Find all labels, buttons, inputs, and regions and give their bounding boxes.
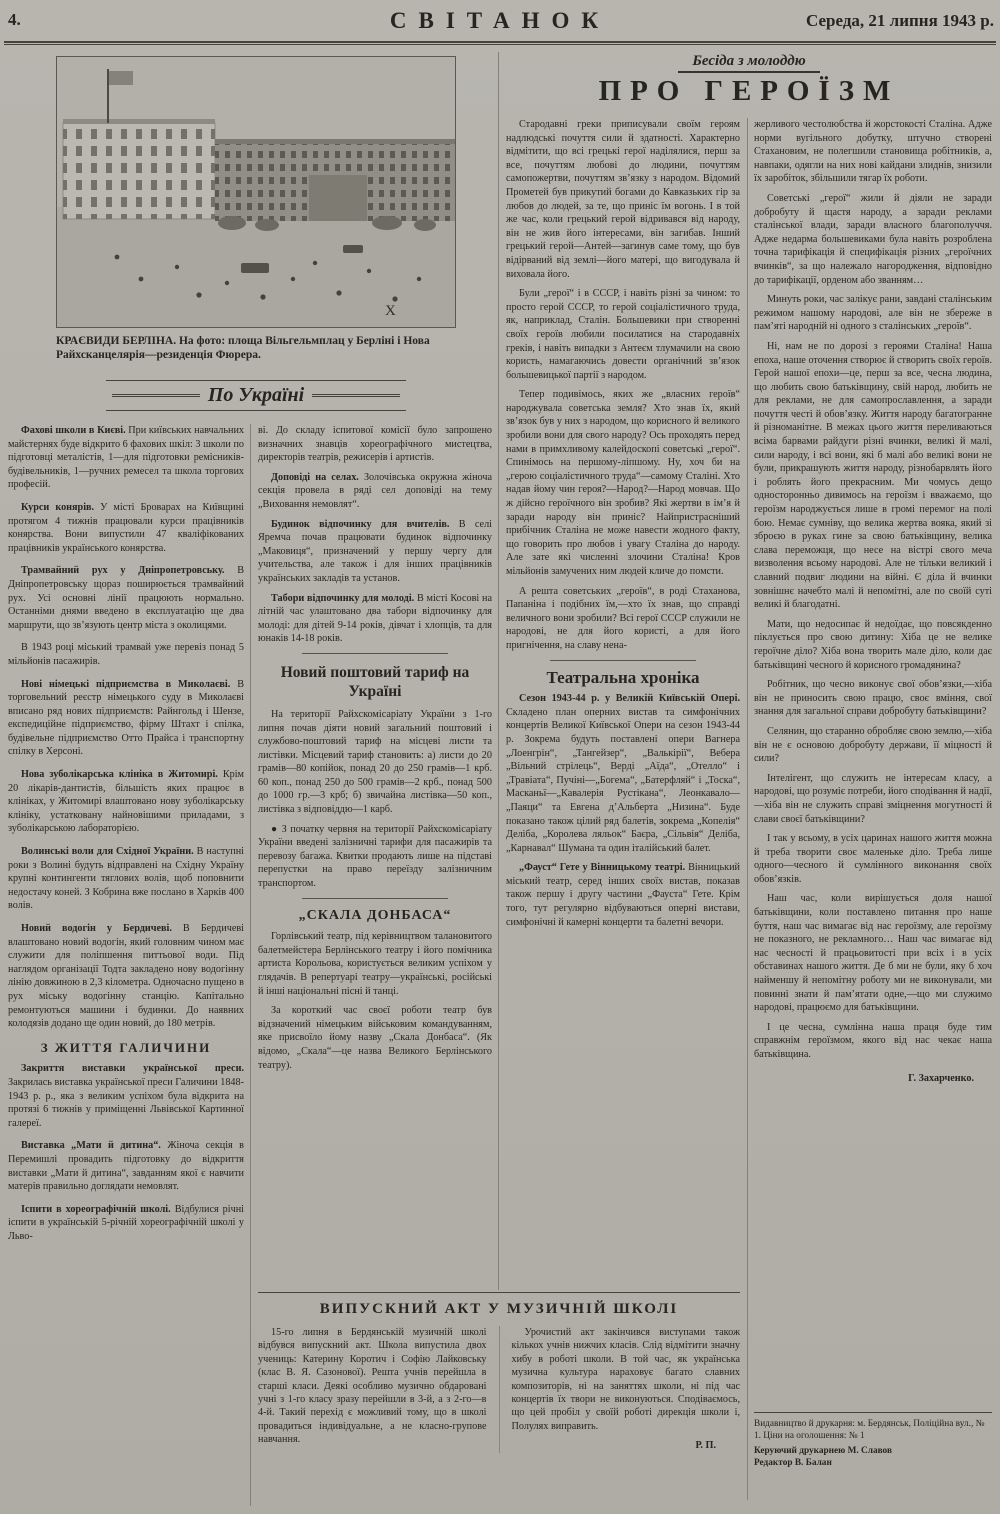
news-item [8, 845, 244, 913]
news-item-text: В наступні роки з Волині будуть відправлені на Східну Україну крупні контингенти тяглових волів, щоб поповнити недостачу коней. З Кобрина вже послано в Харків 400 волів. [8, 846, 244, 912]
section-divider [550, 660, 696, 661]
editor-name: Редактор В. Балан [754, 1457, 832, 1468]
page-number: 4. [8, 10, 21, 29]
theatre-item-lead: Сезон 1943-44 р. у Великій Київській Опері. [519, 693, 740, 705]
section-rule [258, 1292, 740, 1293]
news-item-text: В Бердичеві влаштовано новий водогін, який головним чином має служити для поліпшення питтьової води. Під наглядом організації Тодта закладено нову водогінну лінію довжиною в 2,3 кілометра. Одночасно пущено в рух міську водогінну станцію. Капітально ремонтуються машини і будинки. До наявних колодязів додано ще один новий, до 180 метрів. [8, 923, 244, 1030]
column-1 [8, 424, 244, 1508]
heroism-paragraph: А решта советських „героїв“, в роді Стаханова, Папаніна і подібних їм,—хто їх знав, що справді величного вони зробили? Всі герої СССР служили не народові, не для його користі, а для його пригнічення, на славу нена- [506, 585, 740, 651]
theatre-item-text: Вінницький міський театр, серед інших своїх вистав, показав також першу і другу частини „Фауста“ Гете. Крім того, тут регулярно відбуваються оперні вистави, симфонічні й камерні концерти та балетні вечори. [506, 862, 740, 928]
heroism-paragraph: жерливого честолюбства й жорстокості Сталіна. Адже норми вугільного добутку, штучно створені Стахановим, не полегшили становища робітників, а, навпаки, одягли на них нові кайдани злиднів, знизили їх заробіток, збільшили тягар їх роботи. [754, 119, 992, 185]
news-item-text: В селі Яремча почав працювати будинок відпочинку „Маковиця“, призначений у першу чергу для учительства, але також і для інших працівників українських закладів та установ. [258, 518, 492, 584]
column-rule-2 [498, 52, 499, 1290]
news-item-text: В 1943 році міський трамвай уже перевіз понад 5 мільйонів пасажирів. [8, 642, 244, 667]
news-item [8, 1203, 244, 1244]
page-header [0, 8, 1000, 42]
music-school-title: ВИПУСКНИЙ АКТ У МУЗИЧНІЙ ШКОЛІ [319, 1301, 679, 1317]
postal-tariff-title: Новий поштовий тариф на Україні [280, 663, 470, 700]
publisher-address: Видавництво й друкарня: м. Бердянськ, Поліційна вул., № 1. Ціни на оголошення: № 1 [754, 1419, 985, 1441]
galicia-subsection-title: З ЖИТТЯ ГАЛИЧИНИ [40, 1039, 212, 1055]
news-item-text: Золочівська окружна жіноча секція провела в ряді сел доповіді на тему „Виховання немовлят“. [258, 471, 492, 510]
news-item-text: Жіноча секція в Перемишлі провадить підготовку до відкриття виставки „Мати й дитина“, завданням якої є навчити матерів правильно доглядати немовлят. [8, 1140, 244, 1193]
news-item-lead: Закриття виставки української преси. [21, 1063, 244, 1075]
postal-paragraph: ● З початку червня на території Райхскомісаріату України введені залізничні тарифи для пасажирів та перевозу багажа. Квитки продають лише на підставі перепустки на право переїзду залізничним транспортом. [258, 823, 492, 890]
news-item-lead: Трамвайний рух у Дніпропетровську. [21, 565, 225, 577]
theatre-item-lead: „Фауст“ Гете у Вінницькому театрі. [519, 862, 686, 874]
news-item-lead: Табори відпочинку для молоді. [271, 592, 415, 604]
section-po-ukraini-header [106, 380, 406, 411]
news-item-text: Відбулися річні іспити в українській 5-річній хореографічній школі у Льво- [8, 1203, 244, 1242]
music-school-signature: Р. П. [695, 1440, 716, 1452]
skala-paragraph: За короткий час своєї роботи театр був відзначений німецьким військовим командуванням, яке присвоїло йому назву „Скала Донбаса“. (Як відомо, „Скала“—це назва Великого Берлінського театру). [258, 1005, 492, 1071]
issue-date: Середа, 21 липня 1943 р. [806, 11, 994, 30]
masthead-title: СВІТАНОК [389, 8, 611, 33]
heroism-paragraph: Тепер подивімось, яких же „власних героїв“ народжувала советська земля? Хто знав їх, який зв’язок був у них з народом, що корисного й великого зробили вони для свого народу? Ось проходять перед нами в примхливому калейдоскопі советські „герої“. Спинімось на першому-ліпшому. Ну, хоч би на „герою соціалістичного труда“—самому Сталіні. Хто надав йому чин героя?—Народ?—Народ мовчав. Що ж дійсно героїчного він зробив? Які жертви в ім’я й заради народу він приніс? Найпристрасніший прибічник Сталіна не може навести жодного факту, що говорить про любов і увагу Сталіна до народу. Але зате які численні злочини Сталіна! Кров мільйонів замучених ним людей кличе до помсти. [506, 389, 740, 577]
printer-name: Керуючий друкарнею М. Славов [754, 1446, 892, 1457]
news-item-lead: Доповіді на селах. [271, 471, 359, 483]
heroism-paragraph: Стародавні греки приписували своїм героям надлюдські почуття сили й здатності. Характерно відмітити, що всі грецькі герої наділялися, перш за все, почуттям любові до людини, почуттям самопожертви, почуттям зв’язку з народом. Відомий Прометей був прикутий богами до Кавказьких гір за любов до людей, за те, що приніс їм вогонь. І в той же час, коли грецький герой відривався від народу, він не жив його інтересами, він загибав. Інший грецький герой—Антей—загинув саме тому, що був відірваний від землі—його матері, що вигодувала й виховала його. [506, 119, 740, 280]
heroism-paragraph: Минуть роки, час залікує рани, завдані сталінським режимом нашому народові, але він не збереже в пам’яті народній ні одного з сталінських „героїв“. [754, 294, 992, 333]
publisher-roles [754, 1446, 992, 1458]
news-item-lead: Іспити в хореографічній школі. [21, 1203, 171, 1215]
news-item [8, 922, 244, 1031]
header-rule [4, 41, 996, 45]
berlin-photo-figure [56, 56, 456, 362]
music-school-right-column [499, 1326, 741, 1453]
news-item [8, 1139, 244, 1193]
section-divider [302, 653, 448, 654]
heroism-headline [506, 52, 992, 108]
news-item [8, 424, 244, 492]
postal-paragraph: На території Райхскомісаріату України з 1-го липня почав діяти новий загальний поштовий і службово-поштовий тариф на місцеві листи та листівки. Місцевий тариф становить: а) листи до 20 грамів—80 копійок, понад 20 до 250 грамів—1 крб. 60 коп., понад 250 до 500 грамів—2 крб., понад 500 до 1000 гр.—3 крб; б) звичайна листівка—50 коп., листівка з відповіддю—1 карб. [258, 708, 492, 816]
news-item-text: При київських навчальних майстернях буде відкрито 6 фахових шкіл: 3 школи по підготовці металістів, 1—для підготовки ремісників-будівельників, 1—ручних ремесел та школа торгових професій. [8, 425, 244, 491]
news-item [8, 678, 244, 760]
music-school-paragraph: Урочистий акт закінчився виступами також кількох учнів нижчих класів. Слід відмітити значну хибу в роботі школи. В той час, як українська музична культура нараховує багато славних композиторів, ні на заняттях школи, ні під час концертів їх твори не виконуються. Сподіваємось, що цей пробіл у своїй роботі дирекція школи і, Полулях виправить. [511, 1327, 740, 1432]
news-item-lead: Виставка „Мати й дитина“. [21, 1140, 161, 1152]
theatre-item [506, 861, 740, 929]
news-item-lead: Курси конярів. [21, 501, 95, 513]
heroism-paragraph: Мати, що недосипає й недоїдає, що повсякденно піклується про свою дитину: Хіба це не велике героїчне діло? Хіба вона творить мале діло, коли дає батьківщині чесного й корисного громадянина? [754, 618, 992, 671]
skala-paragraph: Горлівський театр, під керівництвом талановитого балетмейстера Берлінського театру і його помічника артиста Корольова, користується великим успіхом у глядачів. В репертуарі театру—українські, російські й інші національні пісні й танці. [258, 931, 492, 997]
decorative-rule-right [312, 394, 400, 397]
news-item [258, 518, 492, 586]
news-item [8, 501, 244, 555]
svg-text:X: X [385, 303, 396, 319]
heroism-paragraph: Ні, нам не по дорозі з героями Сталіна! Наша епоха, наше оточення створює й створить своїх героїв. Герой нашої епохи—це, перш за все, чесна людина, що любить свою батьківщину, свій народ, любить не для реклами, не для самопрославлення, а заради почуття честі й обов’язку. Життя народу багатогранне й різноманітне. В межах цього життя переливаються всіма барвами райдуги різні вчинки, великі й малі, сили народу, і всі вони, які б малі або великі вони не були, прикрашують життя народу, різнобарвлять його і роблять його прекрасним. Ми чомусь дещо односторонньо дивимось на героїзм і вважаємо, що героїзм народжується лише в громі перемог на полі бою. Немає сумніву, що велика жертва вояка, який зі зброєю в руках гине за свою батьківщину, велика слава переможця, що несе на вістрі свого меча визволення всьому народові. Але не тільки великий і славний подвиг людини на війні. Є діла й вчинки зовнішнє начебто малі й непомітні, але по своїй суті великі й благодатні. [754, 340, 992, 611]
theatre-chronicle-title: Театральна хроніка [546, 667, 700, 687]
heroism-title: ПРО ГЕРОЇЗМ [598, 75, 900, 107]
theatre-item-text: Складено план оперних вистав та симфонічних концертів Великої Київської Опери на сезон 1943-44 р. Зокрема будуть поставлені опери Вагнера „Лоенгрін“, „Тангейзер“, „Валькірії“, Вебера „Вільний стрілець“, Верді „Аїда“, „Отелло“ і „Травіата“, Пучіні—„Богема“, „Батерфляй“ і „Тоска“, Масканьї—„Кавалерія Рустікана“, Леонкавало—„Паяци“ та Евгена д’Альберта „Низина“. Буде показано також цілий ряд балетів, зокрема „Копелія“ Деліба, „Королева ляльок“ Баєра, „Сільвія“ Деліба, „Карнавал“ Шумана та один італійський балет. [506, 706, 740, 854]
news-item [8, 768, 244, 836]
news-item [8, 1062, 244, 1130]
news-item [258, 471, 492, 512]
decorative-rule-left [112, 394, 200, 397]
column-rule-1 [250, 424, 251, 1506]
music-school-left-column [258, 1326, 487, 1453]
berlin-photo-image [57, 57, 455, 327]
heroism-signature: Г. Захарченко. [908, 1072, 974, 1084]
skala-donbasa-title: „СКАЛА ДОНБАСА“ [298, 907, 452, 923]
news-item [8, 564, 244, 632]
news-item-text: Закрилась виставка української преси Галичини 1848-1943 р. р., яка з великим успіхом була відкрита на протязі 6 тижнів у приміщенні Львівської Картинної галереї. [8, 1076, 244, 1129]
column-3 [506, 118, 740, 1292]
news-item-lead: Волинські воли для Східної України. [21, 846, 194, 858]
music-school-columns [258, 1326, 740, 1453]
news-item-lead: Новий водогін у Бердичеві. [21, 923, 172, 934]
heroism-paragraph: Робітник, що чесно виконує свої обов’язки,—хіба він не приносить свою працю, своє вміння, свої знання для загальної справи добробуту батьківщини? [754, 679, 992, 718]
editor-row [754, 1458, 992, 1470]
news-item [8, 641, 244, 668]
heroism-paragraph: Інтелігент, що служить не інтересам класу, а народові, що розуміє потреби, його сподівання й надії,—хіба він не служить справі зміцнення могутності й слави своєї батьківщини? [754, 772, 992, 825]
column-rule-3 [747, 118, 748, 1500]
heroism-paragraph: І так у всьому, в усіх царинах нашого життя можна й треба творити своє маленьке діло. Треба лише одного—чесного й сумлінного виконання своїх обов’язків. [754, 833, 992, 885]
column-4 [754, 118, 992, 1402]
news-item-lead: Фахові школи в Києві. [21, 425, 126, 436]
heroism-paragraph: Наш час, коли вирішується доля нашої батьківщини, коли поставлено питання про наше буття, наш час вимагає від нас героїзму, але героїзму не показного, не рекламного… Наш час вимагає від нас чесності й працьовитості при всіх і в усіх обставинах нашого життя. Де б ми не були, яку б хоч найменшу й непомітну роботу ми не виконували, ми повинні знати й пам’ятати одне,—що ми служимо народові, працюємо для батьківщини. [754, 893, 992, 1014]
section-po-ukraini-title: По Україні [207, 384, 305, 406]
news-item-text: ві. До складу іспитової комісії було запрошено визначних знавців хореографічного мистецтва, директорів театрів, режисерів і артистів. [258, 425, 492, 464]
heroism-paragraph: Селянин, що старанно обробляє свою землю,—хіба він не є основою добробуту держави, її міцності й сили? [754, 725, 992, 765]
berlin-photo [56, 56, 456, 328]
news-item-text: В торговельний реєстр німецького суду в Миколаєві вписано ряд нових підприємств: Райнгольд і Шензе, експедиційне підприємство, фірму Штахт і спілка, будівельне підприємство Отто Прайса і транспортну спілку в Херсоні. [8, 678, 244, 758]
music-school-paragraph: 15-го липня в Бердянській музичній школі відбувся випускний акт. Школа випустила двох учениць: Катерину Коротич і Софію Лайковську (клас В. Я. Сазонової). Решта учнів перейшла в старші класи. Деякі особливо музично обдаровані учні з 1-го класу зразу перейшли в 3-й, а з 2-го—в 4-й. Такий перехід є можливий тому, що в школі провадиться індивідуальне, а не класно-групове навчання. [258, 1327, 487, 1446]
news-item-lead: Нова зуболікарська клініка в Житомирі. [21, 769, 218, 781]
news-item [258, 592, 492, 646]
publisher-imprint [754, 1412, 992, 1469]
heroism-paragraph: Советські „герої“ жили й діяли не заради добробуту й щастя народу, а заради реклами сталінської влади, заради власного благополуччя. Адже недарма большевиками була навіть розроблена точна тарифікація й специфікація різних „героїчних вчинків“, за що належало нагородження, відповідно до тарифікації, орденом або званням… [754, 192, 992, 286]
column-2 [258, 424, 492, 1288]
music-school-section [258, 1292, 740, 1453]
news-item [258, 424, 492, 465]
heroism-kicker: Бесіда з молоддю [678, 53, 819, 73]
photo-caption: КРАЄВИДИ БЕРЛІНА. На фото: площа Вільгельмплац у Берліні і Нова Райхсканцелярія—резиденція Фюрера. [56, 335, 430, 361]
news-item-text: В місті Косові на літній час улаштовано два табори відпочинку для молоді: для дітей 9-14 років, дівчат і хлопців, та для юнаків 14-18 років. [258, 592, 492, 645]
section-divider [302, 898, 448, 899]
theatre-item [506, 692, 740, 855]
heroism-paragraph: Були „герої“ і в СССР, і навіть різні за чином: то просто герой СССР, то герой соціалістичного труда, як, наприклад, Сталін. Большевики при створенні своїх героїв любили посилатися на стародавніх греків, і навіть випадки з Антеєм тлумачили на свою користь, намагаючись довести органічний зв’язок большевицької партії з народом. [506, 288, 740, 381]
news-item-lead: Нові німецькі підприємства в Миколаєві. [21, 678, 231, 690]
news-item-text: В Дніпропетровську щораз поширюється трамвайний рух. Усі основні лінії працюють нормально. Останніми днями введено в експлуатацію ще два маршрути, що зв’язують центр міста з околицями. [8, 565, 244, 631]
news-item-text: У місті Броварах на Київщині протягом 4 тижнів працювали курси працівників конярства. Вони випустили 47 кваліфікованих працівників українського конярства. [8, 501, 244, 554]
news-item-text: Крім 20 лікарів-дантистів, більшість яких працює в клініках, у Житомирі влаштовано нову зуболікарську клініку, устатковану найновішими приладами, з зуболікарською лабораторією. [8, 769, 244, 835]
heroism-paragraph: І це чесна, сумлінна наша праця буде тим справжнім героїзмом, якого від нас чекає наша батьківщина. [754, 1021, 992, 1060]
news-item-lead: Будинок відпочинку для вчителів. [271, 518, 450, 530]
